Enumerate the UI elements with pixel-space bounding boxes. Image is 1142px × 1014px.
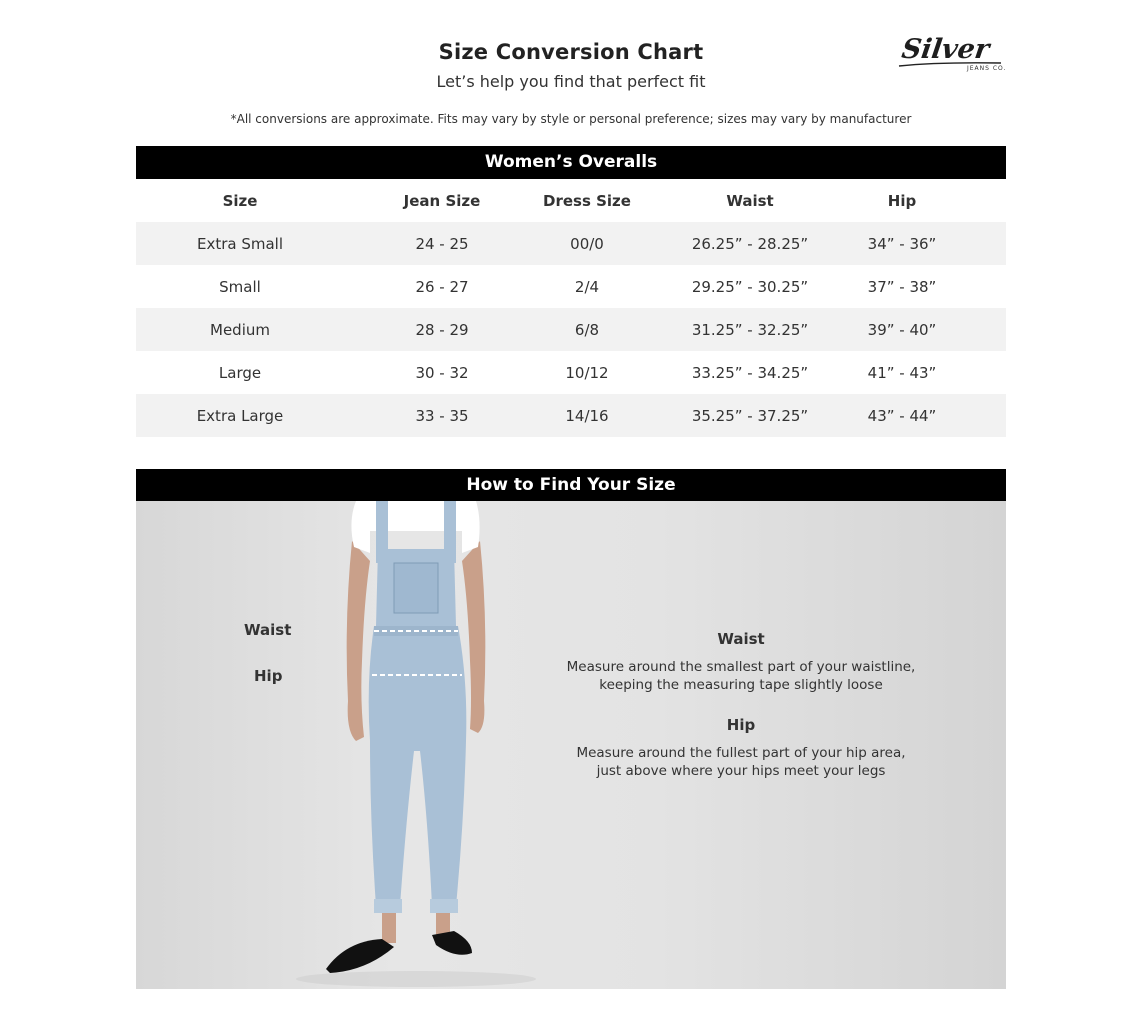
- table-cell: Extra Large: [136, 394, 344, 437]
- model-illustration: [286, 501, 546, 989]
- page-title: Size Conversion Chart: [438, 40, 704, 64]
- table-row: [136, 265, 1006, 308]
- table-cell: 41” - 43”: [867, 363, 937, 382]
- table-row: [136, 394, 1006, 437]
- column-header: Waist: [726, 191, 774, 210]
- waist-title: Waist: [717, 630, 765, 648]
- table-cell: Large: [218, 363, 262, 382]
- table-row: [136, 308, 1006, 351]
- table-cell: Medium: [136, 308, 344, 351]
- table-cell: 33.25” - 34.25”: [691, 363, 809, 382]
- how-to-title: How to Find Your Size: [136, 469, 1006, 501]
- table-cell: 33 - 35: [344, 394, 540, 437]
- table-cell: 30 - 32: [415, 363, 469, 382]
- table-header-row: [136, 179, 1006, 222]
- column-header: Dress Size: [543, 191, 631, 210]
- table-cell: 39” - 40”: [866, 308, 938, 351]
- table-row: [136, 351, 1006, 394]
- table-cell: 35.25” - 37.25”: [634, 394, 866, 437]
- size-chart-title: Women’s Overalls: [136, 146, 1006, 179]
- table-cell: 26 - 27: [415, 277, 469, 296]
- waist-callout: Waist: [244, 621, 292, 639]
- table-cell: 26.25” - 28.25”: [634, 222, 866, 265]
- hip-title: Hip: [726, 716, 756, 734]
- how-to-panel: [136, 501, 1006, 989]
- svg-text:Silver: Silver: [899, 34, 992, 65]
- column-header: Hip: [887, 191, 917, 210]
- table-row: [136, 222, 1006, 265]
- table-cell: 28 - 29: [344, 308, 540, 351]
- column-header: Size: [222, 191, 258, 210]
- table-cell: 43” - 44”: [866, 394, 938, 437]
- disclaimer: *All conversions are approximate. Fits may vary by style or personal preference; sizes may vary by manufacturer: [230, 112, 912, 126]
- table-cell: 6/8: [540, 308, 634, 351]
- waist-instructions: [556, 630, 926, 694]
- table-cell: 10/12: [565, 363, 609, 382]
- svg-text:JEANS CO.: JEANS CO.: [967, 65, 1007, 72]
- table-cell: 37” - 38”: [867, 277, 937, 296]
- hip-callout: Hip: [254, 667, 283, 685]
- page-subtitle: Let’s help you find that perfect fit: [436, 72, 706, 91]
- table-cell: 2/4: [574, 277, 600, 296]
- table-cell: 14/16: [540, 394, 634, 437]
- table-cell: Extra Small: [136, 222, 344, 265]
- waist-line-2: keeping the measuring tape slightly loose: [599, 677, 883, 693]
- table-cell: 24 - 25: [344, 222, 540, 265]
- size-table: [136, 179, 1006, 437]
- table-cell: 00/0: [540, 222, 634, 265]
- table-cell: 29.25” - 30.25”: [691, 277, 809, 296]
- brand-logo: [897, 28, 1007, 72]
- hip-line-1: Measure around the fullest part of your hip area,: [576, 745, 906, 761]
- waist-line-1: Measure around the smallest part of your waistline,: [566, 659, 916, 675]
- column-header: Jean Size: [403, 191, 481, 210]
- table-cell: Small: [219, 277, 261, 296]
- hip-instructions: [556, 716, 926, 780]
- table-cell: 34” - 36”: [866, 222, 938, 265]
- hip-line-2: just above where your hips meet your legs: [596, 763, 886, 779]
- table-cell: 31.25” - 32.25”: [634, 308, 866, 351]
